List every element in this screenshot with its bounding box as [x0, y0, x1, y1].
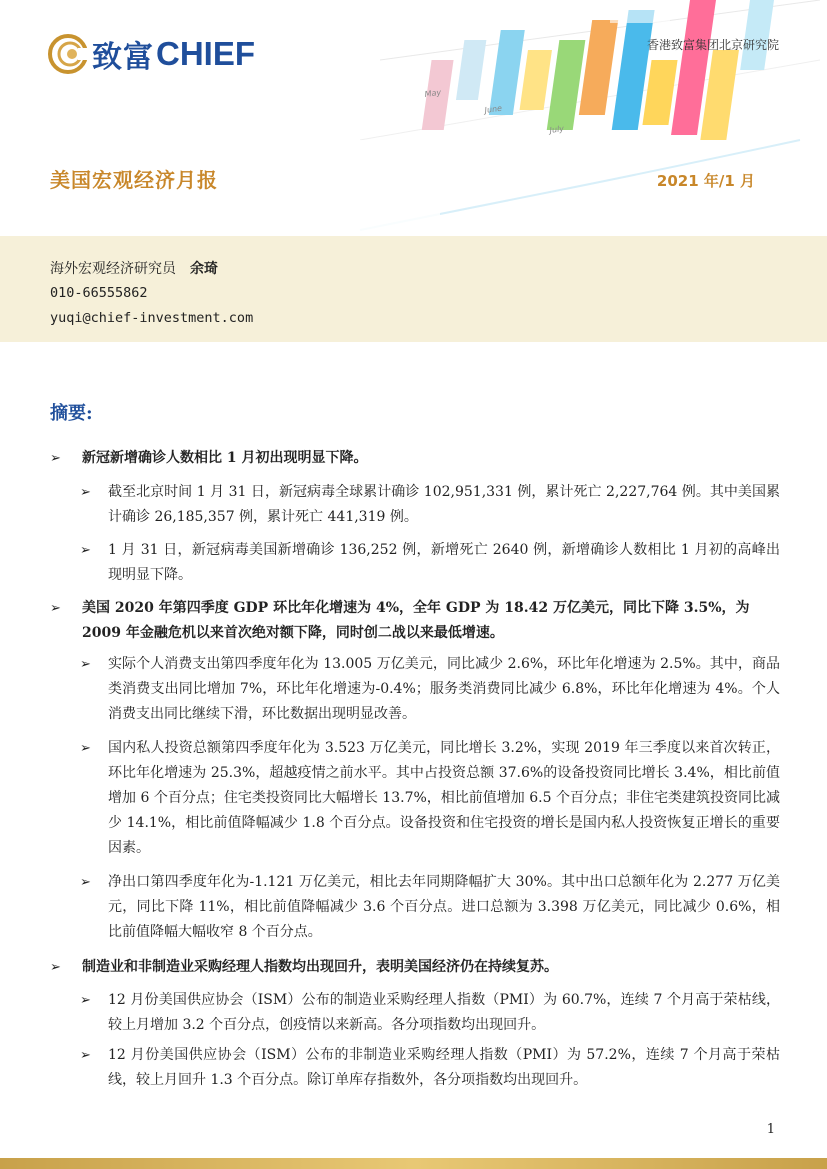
bullet-point-text: 12 月份美国供应协会（ISM）公布的制造业采购经理人指数（PMI）为 60.7%，连续 7 个月高于荣枯线，较上月增加 3.2 个百分点，创疫情以来新高。各分项指数均出现回升。	[108, 992, 780, 1033]
section-heading-text: 新冠新增确诊人数相比 1 月初出现明显下降。	[82, 450, 368, 466]
section-heading-text: 制造业和非制造业采购经理人指数均出现回升，表明美国经济仍在持续复苏。	[82, 959, 558, 975]
arrow-bullet-icon: ➢	[80, 875, 91, 890]
bullet-point	[80, 1043, 780, 1093]
bullet-point	[80, 988, 780, 1038]
bullet-point	[80, 870, 780, 945]
chief-logo-icon	[48, 34, 88, 74]
bullet-point-text: 实际个人消费支出第四季度年化为 13.005 万亿美元，同比减少 2.6%，环比年化增速为 2.5%。其中，商品类消费支出同比增加 7%，环比年化增速为-0.4%；服务类消费同比减少 6.8%，环比年化增速为 4%。个人消费支出同比继续下滑，环比数据出现明显改善。	[108, 656, 780, 722]
arrow-bullet-icon: ➢	[80, 657, 91, 672]
report-header	[0, 0, 827, 235]
arrow-bullet-icon: ➢	[80, 741, 91, 756]
decor-label-may: May	[424, 87, 442, 99]
logo-english-text: CHIEF	[156, 35, 255, 72]
bullet-point	[80, 538, 780, 588]
bullet-point-text: 1 月 31 日，新冠病毒美国新增确诊 136,252 例，新增死亡 2640 例，新增确诊人数相比 1 月初的高峰出现明显下降。	[108, 542, 780, 583]
arrow-bullet-icon: ➢	[80, 543, 91, 558]
institute-name: 香港致富集团北京研究院	[646, 38, 779, 52]
arrow-bullet-icon: ➢	[80, 485, 91, 500]
logo-chinese-text: 致富	[92, 40, 154, 75]
section-heading	[50, 596, 780, 646]
author-email: yuqi@chief-investment.com	[50, 310, 254, 326]
author-role: 海外宏观经济研究员	[50, 261, 176, 277]
page-number: 1	[766, 1122, 775, 1137]
bullet-point	[80, 480, 780, 530]
author-phone: 010-66555862	[50, 285, 148, 301]
author-info-band	[0, 236, 827, 342]
arrow-bullet-icon: ➢	[50, 601, 61, 616]
bullet-point-text: 12 月份美国供应协会（ISM）公布的非制造业采购经理人指数（PMI）为 57.2%，连续 7 个月高于荣枯线，较上月回升 1.3 个百分点。除订单库存指数外，各分项指数均出现回升。	[108, 1047, 780, 1088]
decor-label-june: June	[484, 103, 503, 115]
section-heading	[50, 955, 780, 980]
section-heading	[50, 446, 780, 471]
author-role-line	[50, 258, 218, 278]
bullet-point-text: 截至北京时间 1 月 31 日，新冠病毒全球累计确诊 102,951,331 例，累计死亡 2,227,764 例。其中美国累计确诊 26,185,357 例，累计死亡 441,319 例。	[108, 484, 780, 525]
report-date: 2021 年/1 月	[656, 172, 755, 190]
bullet-point-text: 净出口第四季度年化为-1.121 万亿美元，相比去年同期降幅扩大 30%。其中出口总额年化为 2.277 万亿美元，同比下降 11%，相比前值降幅减少 3.6 个百分点。进口总额为 3.398 万亿美元，同比减少 0.6%，相比前值降幅大幅收窄 8 个百分点。	[108, 874, 780, 940]
author-name: 余琦	[190, 261, 218, 277]
bullet-point	[80, 736, 780, 861]
section-heading-text: 美国 2020 年第四季度 GDP 环比年化增速为 4%，全年 GDP 为 18.42 万亿美元，同比下降 3.5%，为 2009 年金融危机以来首次绝对额下降，同时创二战以来最低增速。	[82, 600, 750, 641]
arrow-bullet-icon: ➢	[50, 451, 61, 466]
bullet-point	[80, 652, 780, 727]
arrow-bullet-icon: ➢	[80, 993, 91, 1008]
report-title: 美国宏观经济月报	[50, 168, 218, 192]
arrow-bullet-icon: ➢	[80, 1048, 91, 1063]
decor-label-july: July	[549, 124, 565, 135]
bullet-point-text: 国内私人投资总额第四季度年化为 3.523 万亿美元，同比增长 3.2%，实现 2019 年三季度以来首次转正，环比年化增速为 25.3%，超越疫情之前水平。其中占投资总额 37.6%的设备投资同比增长 3.4%，相比前值增加 6 个百分点；住宅类投资同比大幅增长 13.7%，相比前值增加 6.5 个百分点；非住宅类建筑投资同比减少 14.1%，相比前值降幅减少 1.8 个百分点。设备投资和住宅投资的增长是国内私人投资恢复正增长的重要因素。	[108, 740, 780, 856]
footer-gold-bar	[0, 1158, 827, 1169]
abstract-heading: 摘要:	[50, 403, 93, 424]
arrow-bullet-icon: ➢	[50, 960, 61, 975]
company-logo	[48, 32, 255, 76]
